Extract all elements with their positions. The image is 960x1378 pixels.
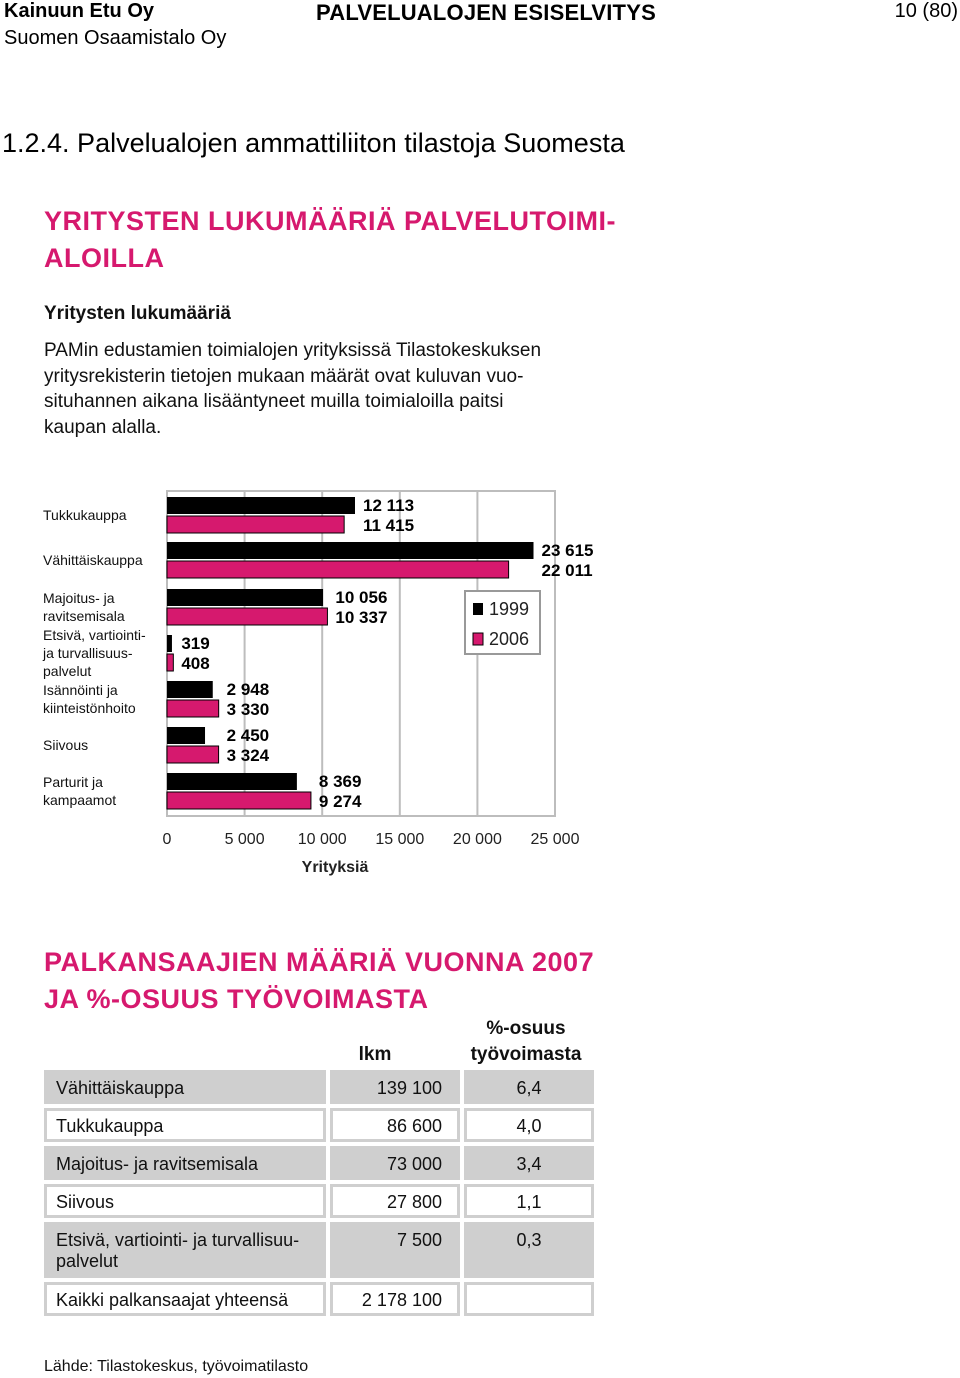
x-tick-label: 5 000 [224, 831, 265, 848]
row-count: 27 800 [330, 1184, 460, 1218]
table-row [44, 1070, 598, 1104]
companies-bar-chart [0, 470, 640, 890]
description-line: yritysrekisterin tietojen mukaan määrät ovat kuluvan vuo- [44, 365, 524, 387]
x-tick-label: 10 000 [297, 831, 347, 848]
row-label: Majoitus- ja ravitsemisala [44, 1146, 326, 1180]
category-label: Siivous [43, 737, 89, 753]
category-label: Majoitus- ja [43, 590, 115, 606]
value-label-1999: 23 615 [541, 541, 594, 560]
column-header-count: lkm [358, 1044, 392, 1065]
bar-1999 [167, 681, 213, 698]
value-label-1999: 12 113 [362, 496, 415, 515]
header-page-number: 10 (80) [894, 0, 958, 22]
bar-1999 [167, 497, 355, 514]
row-percent: 3,4 [464, 1146, 594, 1180]
table-block-title-line1: PALKANSAAJIEN MÄÄRIÄ VUONNA 2007 [44, 947, 595, 977]
value-label-1999: 10 056 [335, 588, 388, 607]
row-label: Siivous [44, 1184, 326, 1218]
row-count: 7 500 [330, 1222, 460, 1278]
value-label-2006: 10 337 [335, 608, 388, 627]
table-block-title [44, 944, 624, 1018]
row-percent: 0,3 [464, 1222, 594, 1278]
category-label: Isännöinti ja [43, 682, 118, 698]
table-row [44, 1282, 598, 1316]
category-label: Vähittäiskauppa [43, 552, 143, 568]
category-label: Etsivä, vartiointi- [43, 627, 146, 643]
row-label [44, 1222, 326, 1278]
bar-2006 [167, 792, 311, 809]
value-label-1999: 319 [181, 634, 210, 653]
category-label: Parturit ja [43, 774, 103, 790]
bar-1999 [167, 589, 323, 606]
table-block-title-line2: JA %-OSUUS TYÖVOIMASTA [44, 984, 429, 1014]
employees-table [44, 1070, 598, 1320]
value-label-2006: 408 [181, 654, 210, 673]
value-label-2006: 3 324 [226, 746, 270, 765]
header-subcompany: Suomen Osaamistalo Oy [4, 27, 227, 49]
row-percent: 4,0 [464, 1108, 594, 1142]
legend-swatch-1999 [473, 603, 483, 615]
x-tick-label: 0 [162, 831, 172, 848]
row-label: Kaikki palkansaajat yhteensä [44, 1282, 326, 1316]
column-header-percent [462, 1016, 590, 1068]
value-label-2006: 9 274 [318, 792, 362, 811]
row-label: Tukkukauppa [44, 1108, 326, 1142]
description-line: PAMin edustamien toimialojen yrityksissä Tilastokeskuksen [44, 340, 542, 361]
row-label-line1: Etsivä, vartiointi- ja turvallisuu- [56, 1230, 300, 1250]
row-label-line2: palvelut [56, 1251, 119, 1271]
bar-1999 [167, 727, 205, 744]
source-note: Lähde: Tilastokeskus, työvoimatilasto [44, 1358, 309, 1375]
row-count: 86 600 [330, 1108, 460, 1142]
legend-label-2006: 2006 [489, 629, 530, 649]
table-row [44, 1184, 598, 1218]
value-label-2006: 11 415 [362, 516, 415, 535]
row-label: Vähittäiskauppa [44, 1070, 326, 1104]
x-tick-label: 25 000 [530, 831, 580, 848]
bar-2006 [167, 561, 509, 578]
chart-block-title-line1: YRITYSTEN LUKUMÄÄRIÄ PALVELUTOIMI- [44, 206, 616, 236]
section-heading: 1.2.4. Palvelualojen ammattiliiton tilastoja Suomesta [2, 128, 625, 158]
category-label: kampaamot [43, 792, 117, 808]
category-label: Tukkukauppa [43, 507, 127, 523]
table-row [44, 1108, 598, 1142]
bar-2006 [167, 746, 219, 763]
bar-1999 [167, 542, 534, 559]
bar-2006 [167, 700, 219, 717]
value-label-1999: 8 369 [318, 772, 362, 791]
x-tick-label: 20 000 [452, 831, 502, 848]
category-label: palvelut [43, 663, 92, 679]
chart-block-title-line2: ALOILLA [44, 243, 165, 273]
chart-block-title [44, 203, 624, 277]
category-label: ja turvallisuus- [43, 645, 133, 661]
column-header-percent-line2: työvoimasta [470, 1044, 582, 1065]
table-row [44, 1146, 598, 1180]
value-label-1999: 2 450 [226, 726, 270, 745]
category-label: ravitsemisala [43, 608, 125, 624]
row-count: 73 000 [330, 1146, 460, 1180]
bar-2006 [167, 608, 327, 625]
value-label-1999: 2 948 [226, 680, 270, 699]
column-header-percent-line1: %-osuus [486, 1018, 566, 1039]
chart-block-description [44, 338, 604, 440]
description-line: situhannen aikana lisääntyneet muilla toimialoilla paitsi [44, 391, 504, 412]
bar-1999 [167, 773, 297, 790]
row-percent [464, 1282, 594, 1316]
header-company: Kainuun Etu Oy [4, 0, 154, 22]
legend-label-1999: 1999 [489, 599, 530, 619]
category-label: kiinteistönhoito [43, 700, 136, 716]
value-label-2006: 22 011 [541, 561, 593, 580]
legend-swatch-2006 [473, 633, 483, 645]
table-row [44, 1222, 598, 1278]
row-count: 139 100 [330, 1070, 460, 1104]
description-line: kaupan alalla. [44, 416, 162, 438]
row-count: 2 178 100 [330, 1282, 460, 1316]
row-percent: 6,4 [464, 1070, 594, 1104]
bar-2006 [167, 516, 344, 533]
row-percent: 1,1 [464, 1184, 594, 1218]
bar-1999 [167, 635, 172, 652]
x-axis-label: Yrityksiä [301, 859, 369, 876]
value-label-2006: 3 330 [226, 700, 270, 719]
x-tick-label: 15 000 [375, 831, 425, 848]
header-document-title: PALVELUALOJEN ESISELVITYS [316, 0, 656, 25]
chart-block-subtitle: Yritysten lukumääriä [44, 303, 231, 324]
bar-2006 [167, 654, 173, 671]
